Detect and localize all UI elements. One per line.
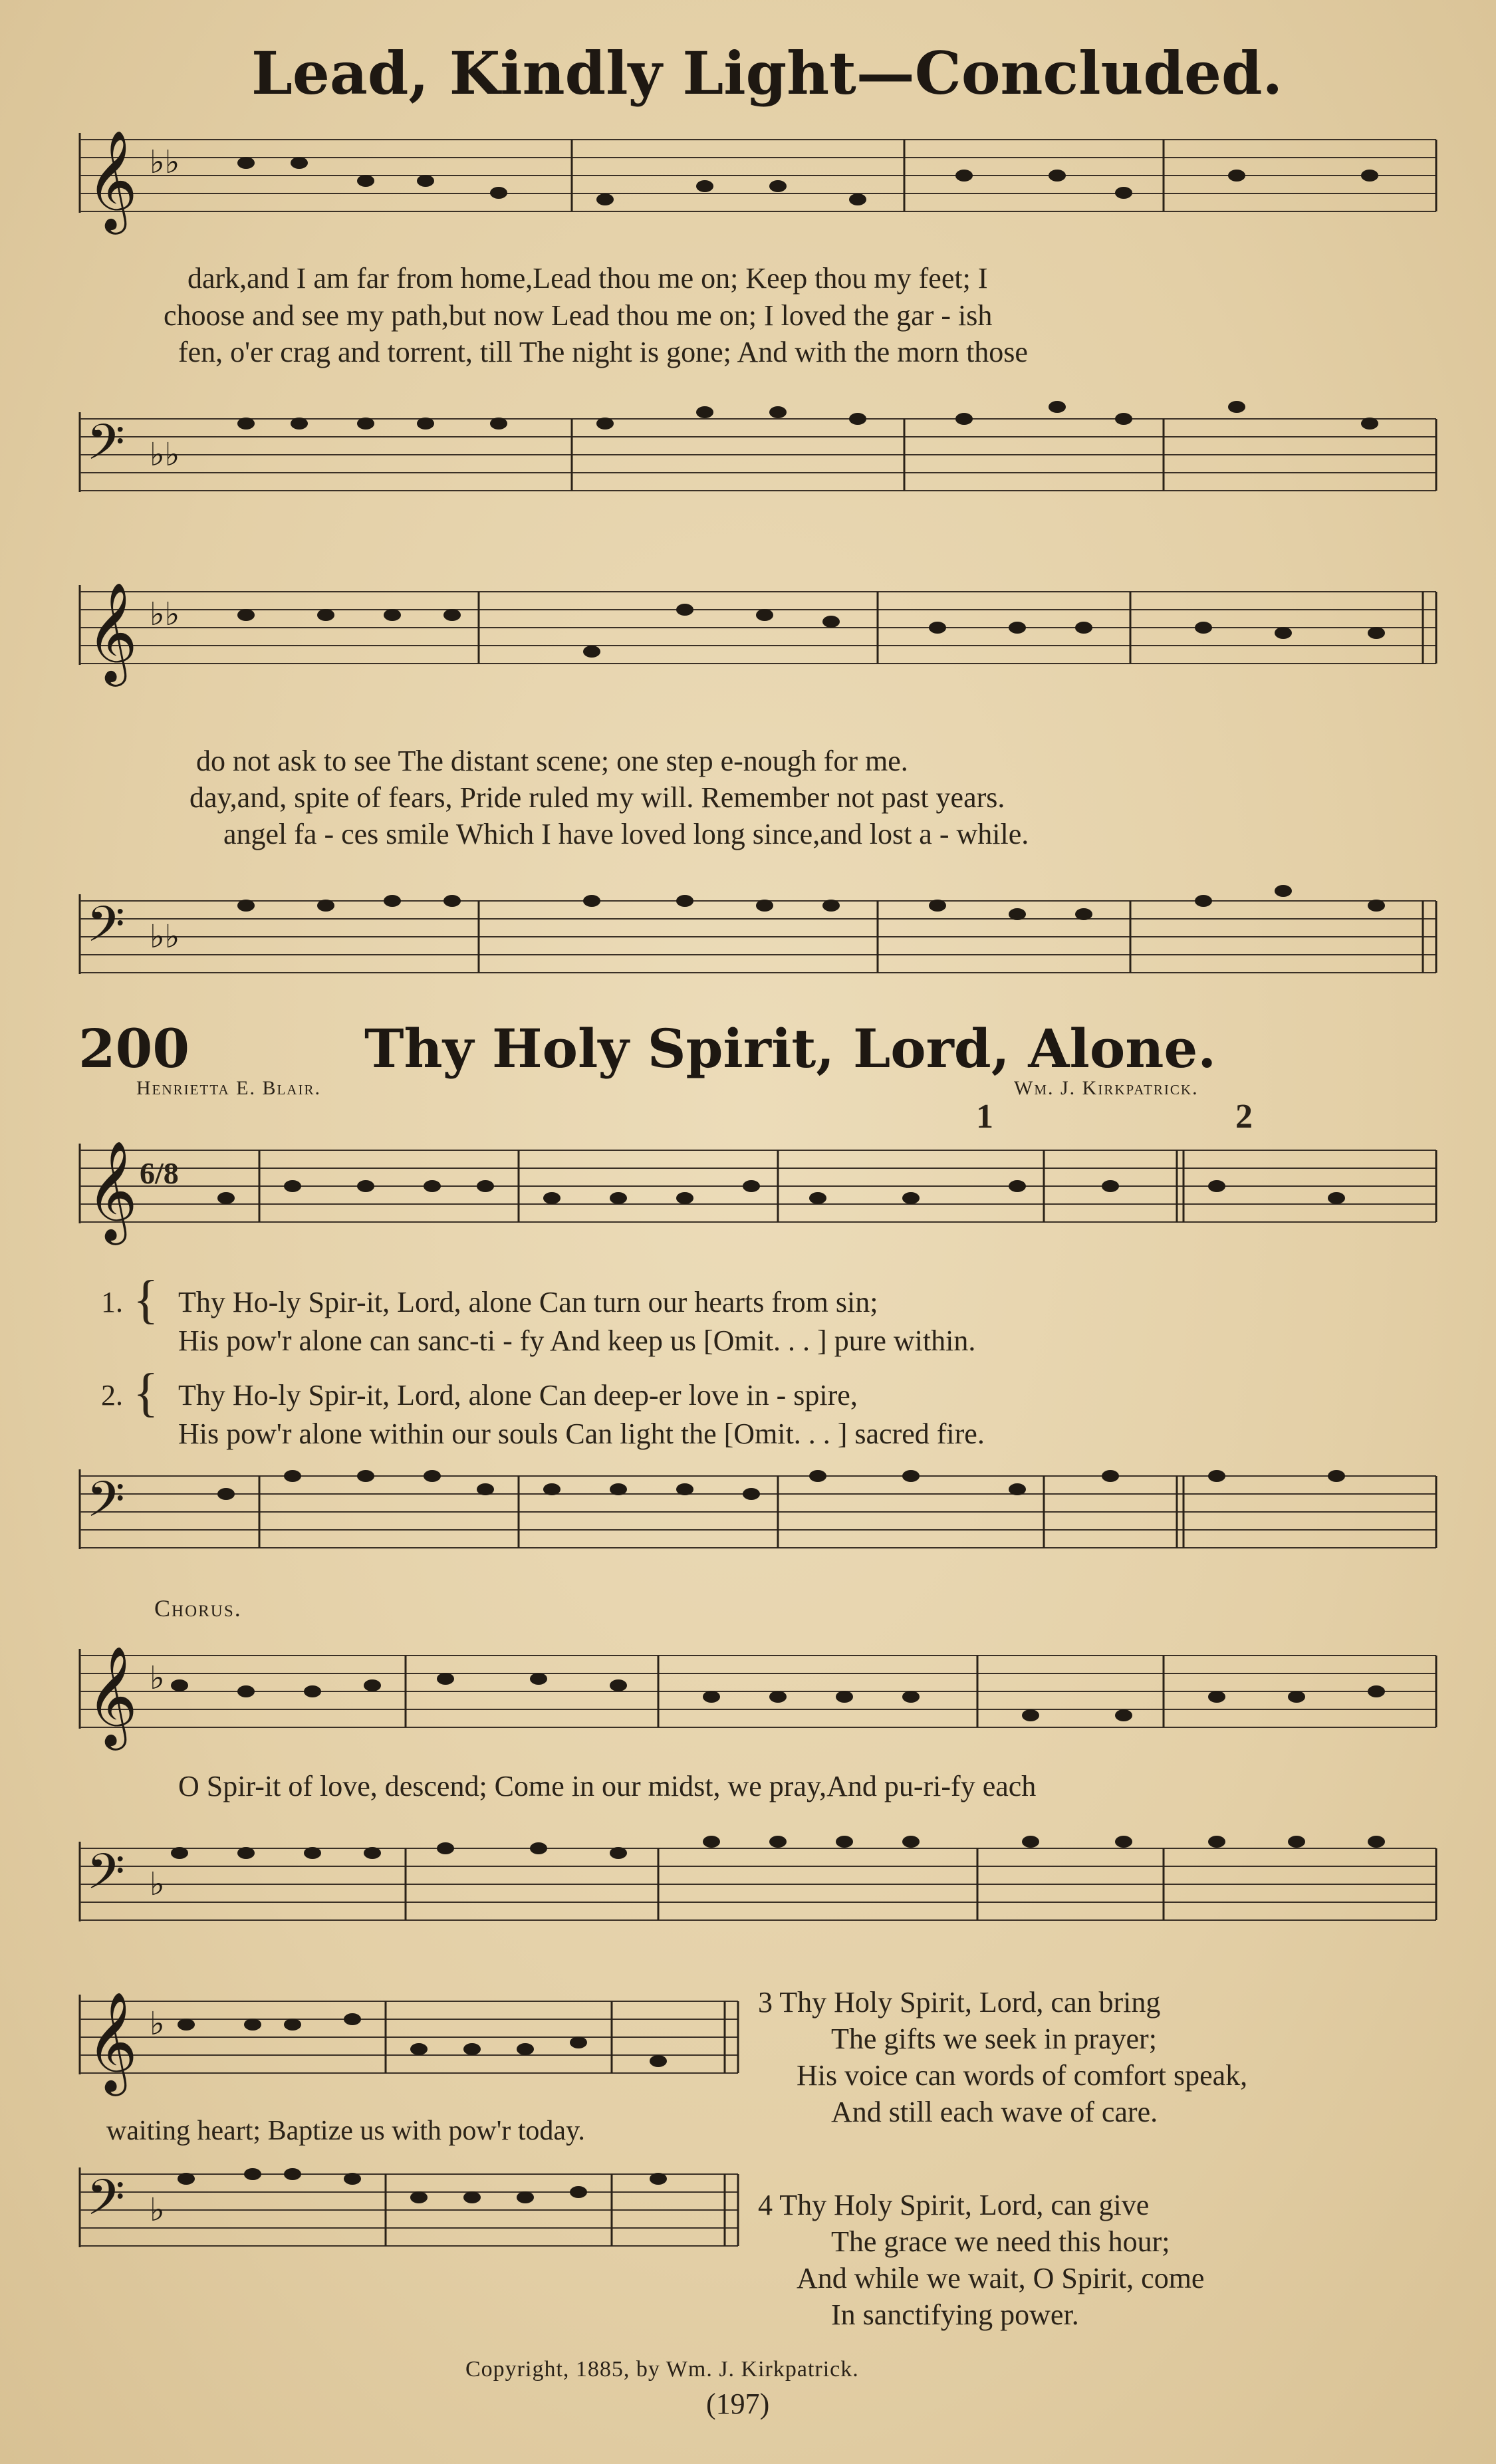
verse3-line: And still each wave of care. — [831, 2096, 1158, 2128]
svg-text:𝄢: 𝄢 — [86, 1471, 125, 1540]
svg-text:♭♭: ♭♭ — [150, 918, 180, 955]
verse3-line: The gifts we seek in prayer; — [831, 2023, 1157, 2055]
svg-text:𝄞: 𝄞 — [86, 581, 138, 682]
verse-number: 2. — [101, 1379, 123, 1412]
system1-treble-staff — [73, 129, 1443, 239]
svg-text:𝄞: 𝄞 — [86, 1645, 138, 1746]
svg-text:𝄢: 𝄢 — [86, 896, 125, 965]
verse3-line: His voice can words of comfort speak, — [797, 2059, 1248, 2092]
svg-text:♭: ♭ — [150, 2191, 165, 2229]
lyric-line: dark,and I am far from home,Lead thou me on; Keep thou my feet; I — [187, 262, 988, 295]
verse4-line: And while we wait, O Spirit, come — [797, 2262, 1205, 2294]
svg-text:♭: ♭ — [150, 2005, 165, 2042]
svg-text:𝄢: 𝄢 — [86, 2169, 125, 2239]
verse1-line1: Thy Ho-ly Spir-it, Lord, alone Can turn our hearts from sin; — [178, 1286, 878, 1318]
svg-text:𝄢: 𝄢 — [86, 1843, 125, 1913]
second-ending-label: 2 — [1235, 1098, 1253, 1136]
chorus-line1: O Spir-it of love, descend; Come in our midst, we pray,And pu-ri-fy each — [178, 1770, 1037, 1802]
hymn-author: Henrietta E. Blair. — [136, 1077, 321, 1099]
copyright: Copyright, 1885, by Wm. J. Kirkpatrick. — [465, 2357, 859, 2382]
system1-bass-staff — [73, 412, 1443, 519]
page-number: (197) — [706, 2388, 770, 2420]
svg-text:♭♭: ♭♭ — [150, 596, 180, 633]
lyric-line: choose and see my path,but now Lead thou me on; I loved the gar - ish — [164, 299, 993, 332]
hymn-bass-staff-1 — [73, 1469, 1443, 1576]
brace: { — [133, 1271, 159, 1329]
time-signature: 6/8 — [140, 1156, 179, 1190]
chorus-bass-staff — [73, 1842, 1443, 1948]
chorus-treble-staff — [73, 1645, 1443, 1755]
svg-text:𝄞: 𝄞 — [86, 1140, 138, 1241]
svg-text:𝄞: 𝄞 — [86, 129, 138, 230]
final-treble-staff — [73, 1991, 745, 2101]
svg-text:𝄢: 𝄢 — [86, 414, 125, 483]
verse1-line2: His pow'r alone can sanc-ti - fy And keep us [Omit. . . ] pure within. — [178, 1324, 976, 1357]
verse4-line: In sanctifying power. — [831, 2298, 1079, 2331]
brace: { — [133, 1364, 159, 1422]
verse2-line2: His pow'r alone within our souls Can light the [Omit. . . ] sacred fire. — [178, 1417, 985, 1450]
hymn-composer: Wm. J. Kirkpatrick. — [1014, 1077, 1199, 1099]
svg-text:𝄞: 𝄞 — [86, 1991, 138, 2092]
notes — [171, 1836, 1385, 1859]
verse-number: 1. — [101, 1286, 123, 1318]
lyric-line: angel fa - ces smile Which I have loved long since,and lost a - while. — [223, 818, 1029, 850]
svg-text:♭♭: ♭♭ — [150, 436, 180, 473]
svg-text:♭: ♭ — [150, 1866, 165, 1903]
svg-text:♭: ♭ — [150, 1660, 165, 1697]
lyric-line: day,and, spite of fears, Pride ruled my will. Remember not past years. — [189, 781, 1005, 814]
first-ending-label: 1 — [976, 1098, 993, 1136]
hymn-treble-staff-1 — [73, 1140, 1443, 1250]
chorus-line2: waiting heart; Baptize us with pow'r today. — [106, 2116, 585, 2146]
notes — [178, 2168, 667, 2203]
notes — [237, 885, 1385, 920]
notes — [237, 604, 1385, 658]
lyric-line: do not ask to see The distant scene; one step e-nough for me. — [196, 745, 908, 777]
system2-bass-staff — [73, 894, 1443, 1001]
hymn-title: Thy Holy Spirit, Lord, Alone. — [364, 1017, 1217, 1080]
page-title: Lead, Kindly Light—Concluded. — [251, 39, 1283, 108]
notes — [171, 1673, 1385, 1721]
final-bass-staff — [73, 2167, 745, 2274]
hymn-number: 200 — [78, 1017, 189, 1080]
notes — [237, 401, 1378, 430]
system2-treble-staff — [73, 581, 1443, 691]
verse4-line: The grace we need this hour; — [831, 2225, 1170, 2258]
verse2-line1: Thy Ho-ly Spir-it, Lord, alone Can deep-er love in - spire, — [178, 1379, 858, 1412]
notes — [178, 2013, 667, 2067]
notes — [237, 157, 1378, 205]
verse4-line: 4 Thy Holy Spirit, Lord, can give — [758, 2189, 1150, 2221]
svg-text:♭♭: ♭♭ — [150, 144, 180, 181]
verse3-line: 3 Thy Holy Spirit, Lord, can bring — [758, 1986, 1161, 2019]
lyric-line: fen, o'er crag and torrent, till The night is gone; And with the morn those — [178, 336, 1028, 368]
chorus-label: Chorus. — [154, 1595, 242, 1622]
